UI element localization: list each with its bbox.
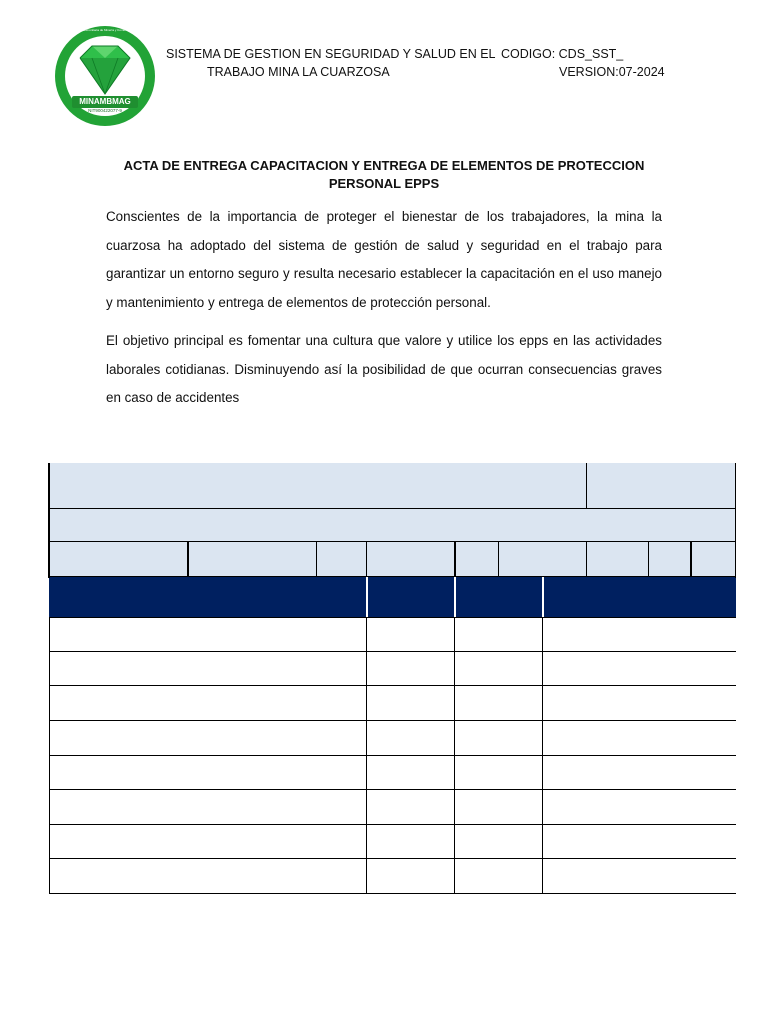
column-header-3 (455, 577, 543, 617)
document-version: VERSION:07-2024 (559, 65, 665, 79)
table-row (49, 720, 736, 721)
column-header-2 (367, 577, 455, 617)
table-row (49, 651, 736, 652)
table-header-cell-main[interactable] (49, 463, 587, 508)
document-code: CODIGO: CDS_SST_ (501, 47, 624, 61)
table-border (49, 508, 736, 509)
table-header-row-3[interactable] (49, 542, 736, 577)
intro-paragraph: Conscientes de la importancia de proteger el bienestar de los trabajadores, la mina la cuarzosa ha adoptado del sistema de gestión de salud y seguridad en el trabajo para garantizar un entorno seguro y resulta necesario establecer la capacitación en el uso manejo y mantenimiento y entrega de elementos de protección personal. (106, 209, 662, 310)
table-row (49, 789, 736, 790)
table-border (690, 542, 692, 577)
table-border (49, 617, 50, 894)
table-border (735, 463, 736, 578)
table-header-row-2[interactable] (49, 508, 736, 542)
table-border (48, 463, 50, 578)
table-border (454, 542, 456, 577)
table-border (366, 617, 367, 894)
table-border (366, 542, 367, 577)
logo-ring-text: Empresa Comunitaria de Minería y Comercialización de Esmeraldas (70, 28, 161, 32)
document-title (106, 157, 662, 193)
table-row (49, 893, 736, 894)
table-row (49, 858, 736, 859)
column-header-4 (543, 577, 736, 617)
objective-paragraph: El objetivo principal es fomentar una cultura que valore y utilice los epps en las actividades laborales cotidianas. Disminuyendo así la posibilidad de que ocurran consecuencias graves en caso de accidentes (106, 333, 662, 406)
table-border (187, 542, 189, 577)
document-title-line2: PERSONAL EPPS (328, 176, 440, 191)
table-border (586, 542, 587, 577)
table-row (49, 617, 736, 618)
column-header-divider (454, 577, 456, 617)
table-row (49, 685, 736, 686)
table-border (49, 576, 736, 577)
table-border (586, 463, 587, 508)
table-border (542, 617, 543, 894)
document-title-line1: ACTA DE ENTREGA CAPACITACION Y ENTREGA DE ELEMENTOS DE PROTECCION (123, 158, 645, 173)
table-border (648, 542, 649, 577)
system-title-line1: SISTEMA DE GESTION EN SEGURIDAD Y SALUD EN EL (166, 47, 496, 61)
column-header-1 (49, 577, 367, 617)
table-border (316, 542, 317, 577)
column-header-divider (542, 577, 544, 617)
table-border (454, 617, 455, 894)
table-row (49, 755, 736, 756)
logo-nit: NIT900422077-9 (88, 108, 122, 113)
table-header-cell-side[interactable] (587, 463, 736, 508)
system-title-line2: TRABAJO MINA LA CUARZOSA (207, 65, 390, 79)
logo-brand: MINAMBMAG (79, 97, 131, 106)
column-header-divider (366, 577, 368, 617)
table-border (498, 542, 499, 577)
table-border (49, 541, 736, 542)
table-row (49, 824, 736, 825)
